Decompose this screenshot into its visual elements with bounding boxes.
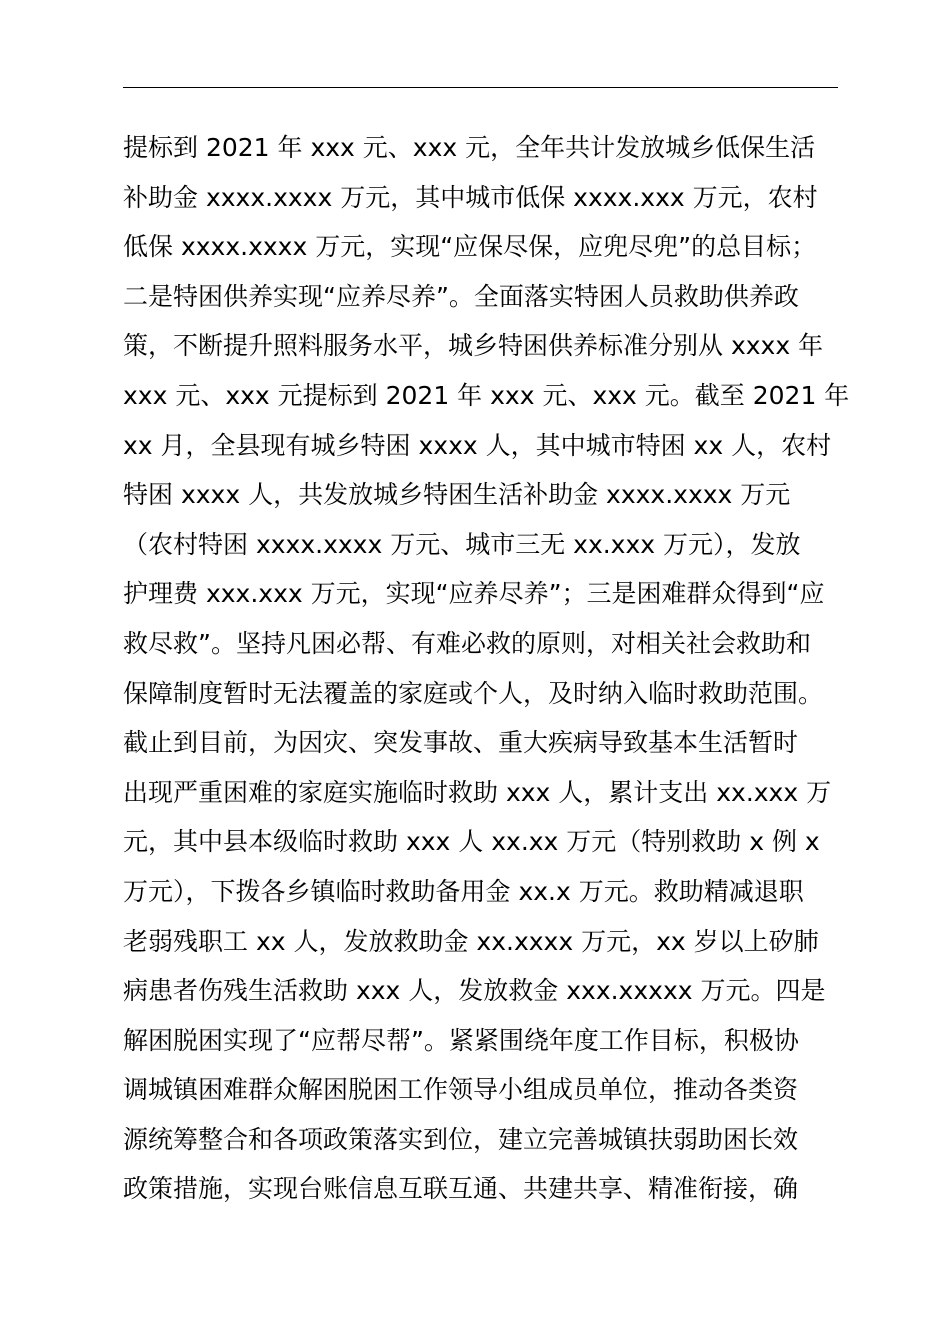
text-line: 低保 xxxx.xxxx 万元，实现“应保尽保，应兜尽兜”的总目标； [123,232,817,262]
text-line: 出现严重困难的家庭实施临时救助 xxx 人，累计支出 xx.xxx 万 [123,777,832,807]
text-line: 保障制度暂时无法覆盖的家庭或个人，及时纳入临时救助范围。 [123,678,824,708]
text-line: 截止到目前，为因灾、突发事故、重大疾病导致基本生活暂时 [123,728,799,758]
text-line: xxx 元、xxx 元提标到 2021 年 xxx 元、xxx 元。截至 2021 年 [123,380,850,410]
header-rule [123,87,838,88]
text-line: （农村特困 xxxx.xxxx 万元、城市三无 xx.xxx 万元），发放 [123,529,801,559]
text-line: xx 月，全县现有城乡特困 xxxx 人，其中城市特困 xx 人，农村 [123,430,832,460]
text-line: 护理费 xxx.xxx 万元，实现“应养尽养”；三是困难群众得到“应 [123,579,825,609]
text-line: 源统筹整合和各项政策落实到位，建立完善城镇扶弱助困长效 [123,1124,799,1154]
text-line: 调城镇困难群众解困脱困工作领导小组成员单位，推动各类资 [123,1075,799,1105]
text-line: 策，不断提升照料服务水平，城乡特困供养标准分别从 xxxx 年 [123,331,824,361]
text-line: 救尽救”。坚持凡困必帮、有难必救的原则，对相关社会救助和 [123,628,811,658]
text-line: 提标到 2021 年 xxx 元、xxx 元，全年共计发放城乡低保生活 [123,133,816,162]
text-line: 病患者伤残生活救助 xxx 人，发放救金 xxx.xxxxx 万元。四是 [123,976,826,1006]
text-line: 二是特困供养实现“应养尽养”。全面落实特困人员救助供养政 [123,281,799,311]
text-line: 补助金 xxxx.xxxx 万元，其中城市低保 xxxx.xxx 万元，农村 [123,182,818,212]
text-line: 政策措施，实现台账信息互联互通、共建共享、精准衔接，确 [123,1174,799,1204]
body-paragraph [123,123,883,1214]
text-line: 元，其中县本级临时救助 xxx 人 xx.xx 万元（特别救助 x 例 x [123,827,820,857]
text-line: 万元），下拨各乡镇临时救助备用金 xx.x 万元。救助精减退职 [123,876,804,906]
text-line: 解困脱困实现了“应帮尽帮”。紧紧围绕年度工作目标，积极协 [123,1025,799,1055]
text-line: 特困 xxxx 人，共发放城乡特困生活补助金 xxxx.xxxx 万元 [123,480,791,510]
text-line: 老弱残职工 xx 人，发放救助金 xx.xxxx 万元，xx 岁以上矽肺 [123,926,819,956]
